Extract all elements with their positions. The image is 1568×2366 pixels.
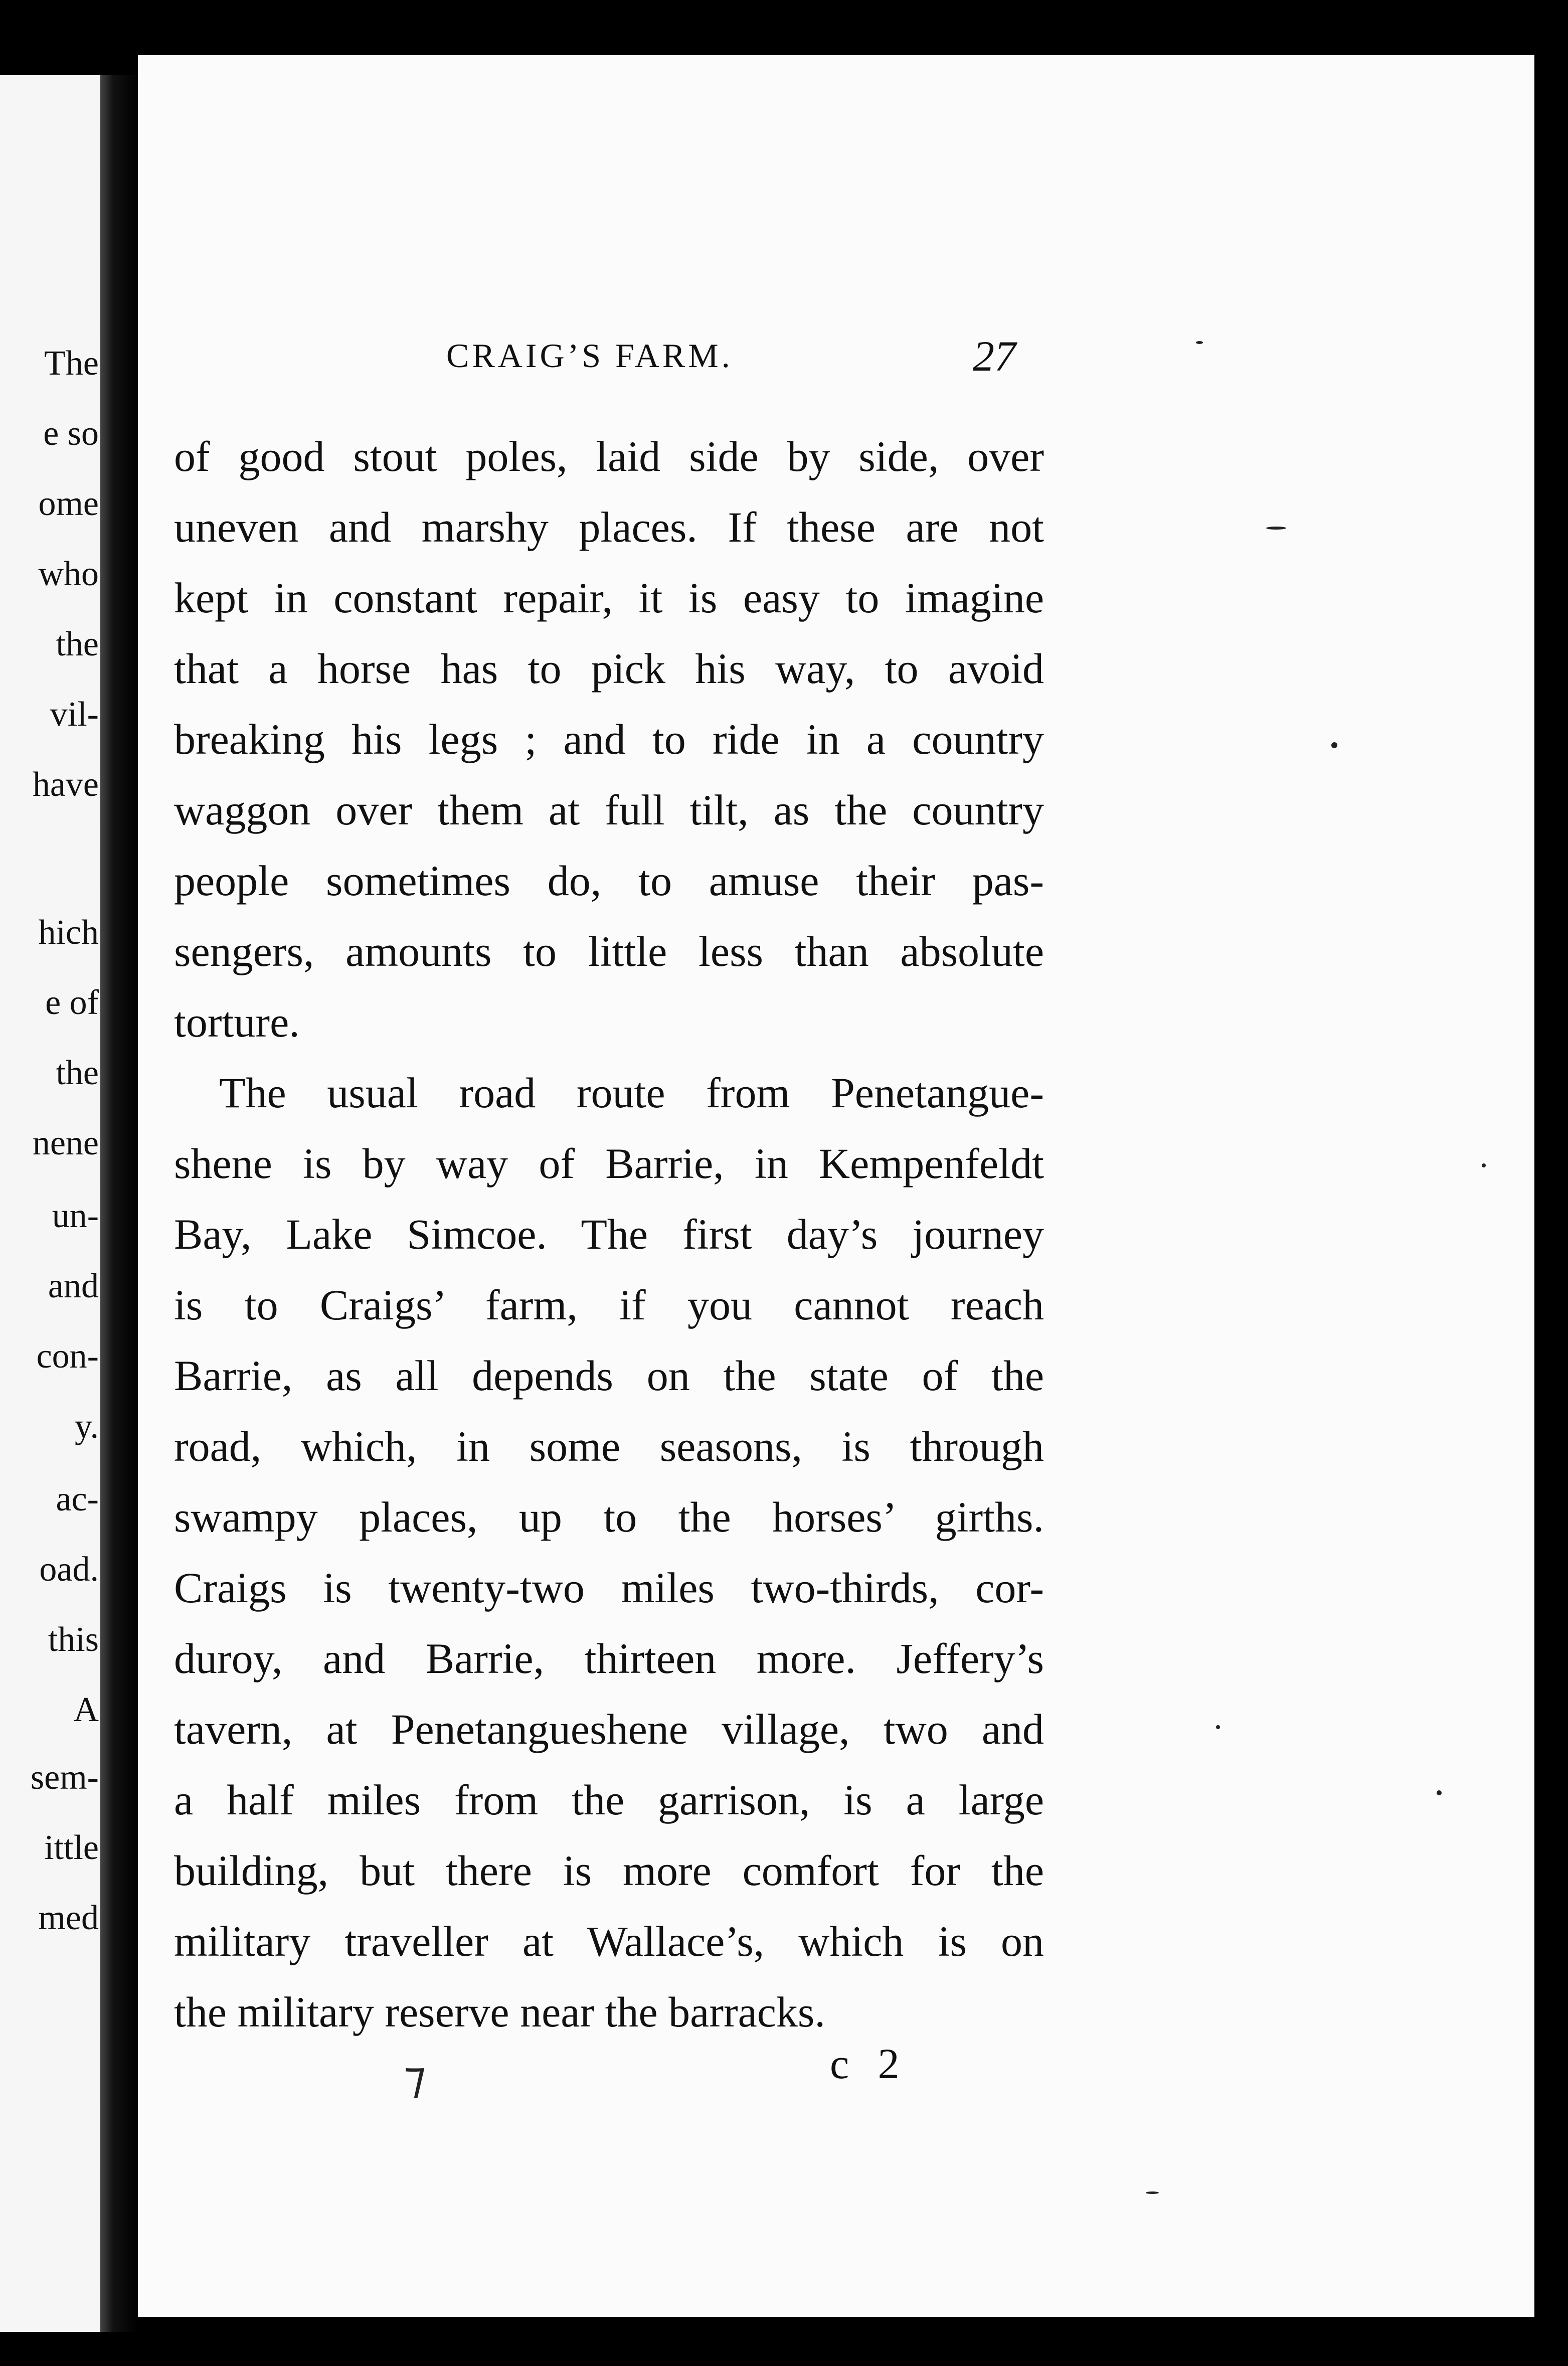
left-page-fragment: con- (36, 1337, 99, 1376)
body-text-line: torture. (174, 998, 300, 1046)
page-header (138, 332, 1534, 396)
body-text-line: uneven and marshy places. If these are not (174, 503, 1044, 551)
left-page-fragment: have (32, 765, 99, 804)
page-number: 27 (973, 332, 1016, 380)
scan-speck (1146, 2191, 1159, 2194)
left-page-fragment: hich (38, 913, 99, 952)
body-text-line: Bay, Lake Simcoe. The first day’s journey (174, 1210, 1044, 1258)
body-text (174, 421, 1044, 2048)
running-head: CRAIG’S FARM. (446, 336, 733, 375)
body-text-line: people sometimes do, to amuse their pas- (174, 857, 1044, 905)
body-text-line: shene is by way of Barrie, in Kempenfeldt (174, 1139, 1044, 1188)
left-page-fragment: med (38, 1899, 99, 1937)
scan-speck (1437, 1790, 1442, 1795)
pencil-scribble: ⁊ (404, 2053, 426, 2103)
left-page-fragment: ac- (56, 1480, 99, 1518)
body-text-line: breaking his legs ; and to ride in a country (174, 715, 1044, 763)
book-page (138, 55, 1534, 2317)
body-text-line: road, which, in some seasons, is through (174, 1422, 1044, 1470)
body-text-line: duroy, and Barrie, thirteen more. Jeffery’s (174, 1634, 1044, 1682)
scan-speck (1196, 341, 1203, 344)
left-page-fragment: sem- (30, 1758, 99, 1797)
left-page-fragment: the (56, 1054, 99, 1092)
left-page-fragment: nene (32, 1124, 99, 1162)
left-page-fragment: this (48, 1620, 99, 1659)
body-text-line: kept in constant repair, it is easy to imagine (174, 574, 1044, 622)
left-page-fragment: the (56, 625, 99, 663)
scan-speck (1331, 742, 1337, 748)
body-text-line: the military reserve near the barracks. (174, 1988, 825, 2036)
left-page-fragment: y. (75, 1407, 99, 1446)
body-text-line: swampy places, up to the horses’ girths. (174, 1493, 1044, 1541)
left-page-fragment: ittle (44, 1828, 99, 1867)
left-page-fragment: A (73, 1691, 99, 1729)
body-text-line: Craigs is twenty-two miles two-thirds, cor- (174, 1564, 1044, 1612)
book-binding-gutter (100, 75, 138, 2332)
body-text-line: Barrie, as all depends on the state of the (174, 1351, 1044, 1400)
left-page-fragment: e so (43, 414, 99, 453)
left-page-fragment: The (44, 344, 99, 383)
left-page-fragment: and (48, 1267, 99, 1305)
body-text-line: building, but there is more comfort for the (174, 1846, 1044, 1895)
body-text-line: tavern, at Penetangueshene village, two and (174, 1705, 1044, 1753)
body-text-line: The usual road route from Penetangue- (219, 1069, 1044, 1117)
body-text-line: waggon over them at full tilt, as the country (174, 786, 1044, 834)
scan-speck (1482, 1163, 1486, 1167)
left-page-fragment: who (38, 555, 99, 593)
body-text-line: is to Craigs’ farm, if you cannot reach (174, 1281, 1044, 1329)
left-page-fragment: un- (52, 1197, 99, 1235)
body-text-line: a half miles from the garrison, is a large (174, 1776, 1044, 1824)
left-page-fragment: vil- (50, 695, 99, 734)
body-text-line: military traveller at Wallace’s, which is on (174, 1917, 1044, 1965)
left-page-fragment: ome (38, 484, 99, 523)
left-page-fragment: e of (45, 983, 99, 1022)
body-text-line: of good stout poles, laid side by side, over (174, 432, 1044, 480)
scan-speck (1216, 1725, 1220, 1729)
left-page-fragment: oad. (39, 1550, 99, 1589)
left-facing-page (0, 75, 103, 2332)
body-text-line: that a horse has to pick his way, to avoid (174, 644, 1044, 693)
scan-speck (1266, 527, 1286, 530)
signature-mark: c 2 (830, 2040, 909, 2088)
body-text-line: sengers, amounts to little less than absolute (174, 927, 1044, 975)
